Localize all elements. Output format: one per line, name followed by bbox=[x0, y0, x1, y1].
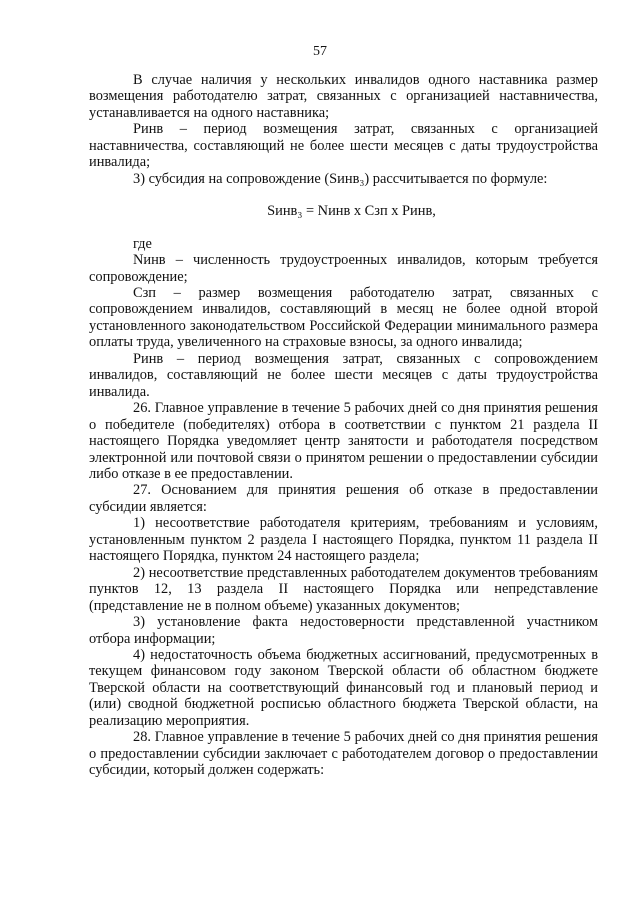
document-body bbox=[89, 72, 598, 779]
paragraph-item-27-4: 4) недостаточность объема бюджетных ассигнований, предусмотренных в текущем финансовом году законом Тверской области об областном бюджете Тверской области на соответствующий финансовый год и плановый период и (или) сводной бюджетной росписью областного бюджета Тверской области, на реализацию мероприятия. bbox=[89, 646, 598, 729]
paragraph-item-27-3: 3) установление факта недостоверности представленной участником отбора информации; bbox=[89, 614, 598, 647]
paragraph-rinv-mentorship: Ринв – период возмещения затрат, связанных с организацией наставничества, составляющий не более шести месяцев с даты трудоустройства инвалида; bbox=[89, 121, 598, 171]
paragraph-szp: Сзп – размер возмещения работодателю затрат, связанных с сопровождением инвалидов, составляющий в месяц не более одной второй установленного законодательством Российской Федерации минимального размера оплаты труда, увеличенного на страховые взносы, за одного инвалида; bbox=[89, 284, 598, 351]
paragraph-item-27-2: 2) несоответствие представленных работодателем документов требованиям пунктов 12, 13 раздела II настоящего Порядка или непредставление (представление не в полном объеме) указанных документов; bbox=[89, 564, 598, 614]
formula-support: Sинв₃ = Nинв х Сзп х Ринв, bbox=[267, 203, 436, 220]
paragraph-item-26: 26. Главное управление в течение 5 рабочих дней со дня принятия решения о победителе (победителях) отбора в соответствии с пунктом 21 раздела II настоящего Порядка уведомляет центр занятости и работодателя посредством электронной или почтовой связи о принятом решении о предоставлении субсидии либо отказе в ее предоставлении. bbox=[89, 400, 598, 482]
word-where: где bbox=[133, 235, 152, 252]
paragraph-item-27: 27. Основанием для принятия решения об отказе в предоставлении субсидии является: bbox=[89, 482, 598, 515]
paragraph-item-27-1: 1) несоответствие работодателя критериям, требованиям и условиям, установленным пунктом 2 раздела I настоящего Порядка, пунктом 11 раздела II настоящего Порядка, пунктом 24 настоящего раздела; bbox=[89, 515, 598, 565]
paragraph-item-28: 28. Главное управление в течение 5 рабочих дней со дня принятия решения о предоставлении субсидии заключает с работодателем договор о предоставлении субсидии, который должен содержать: bbox=[89, 729, 598, 779]
page-number: 57 bbox=[313, 44, 327, 59]
paragraph-subsidy-support: 3) субсидия на сопровождение (Sинв₃) рассчитывается по формуле: bbox=[133, 170, 548, 187]
paragraph-ninv: Nинв – численность трудоустроенных инвалидов, которым требуется сопровождение; bbox=[89, 252, 598, 285]
paragraph-rinv-support: Ринв – период возмещения затрат, связанных с сопровождением инвалидов, составляющий не более шести месяцев с даты трудоустройства инвалида. bbox=[89, 350, 598, 400]
paragraph-mentor-case: В случае наличия у нескольких инвалидов одного наставника размер возмещения работодателю затрат, связанных с организацией наставничества, устанавливается на одного наставника; bbox=[89, 72, 598, 121]
